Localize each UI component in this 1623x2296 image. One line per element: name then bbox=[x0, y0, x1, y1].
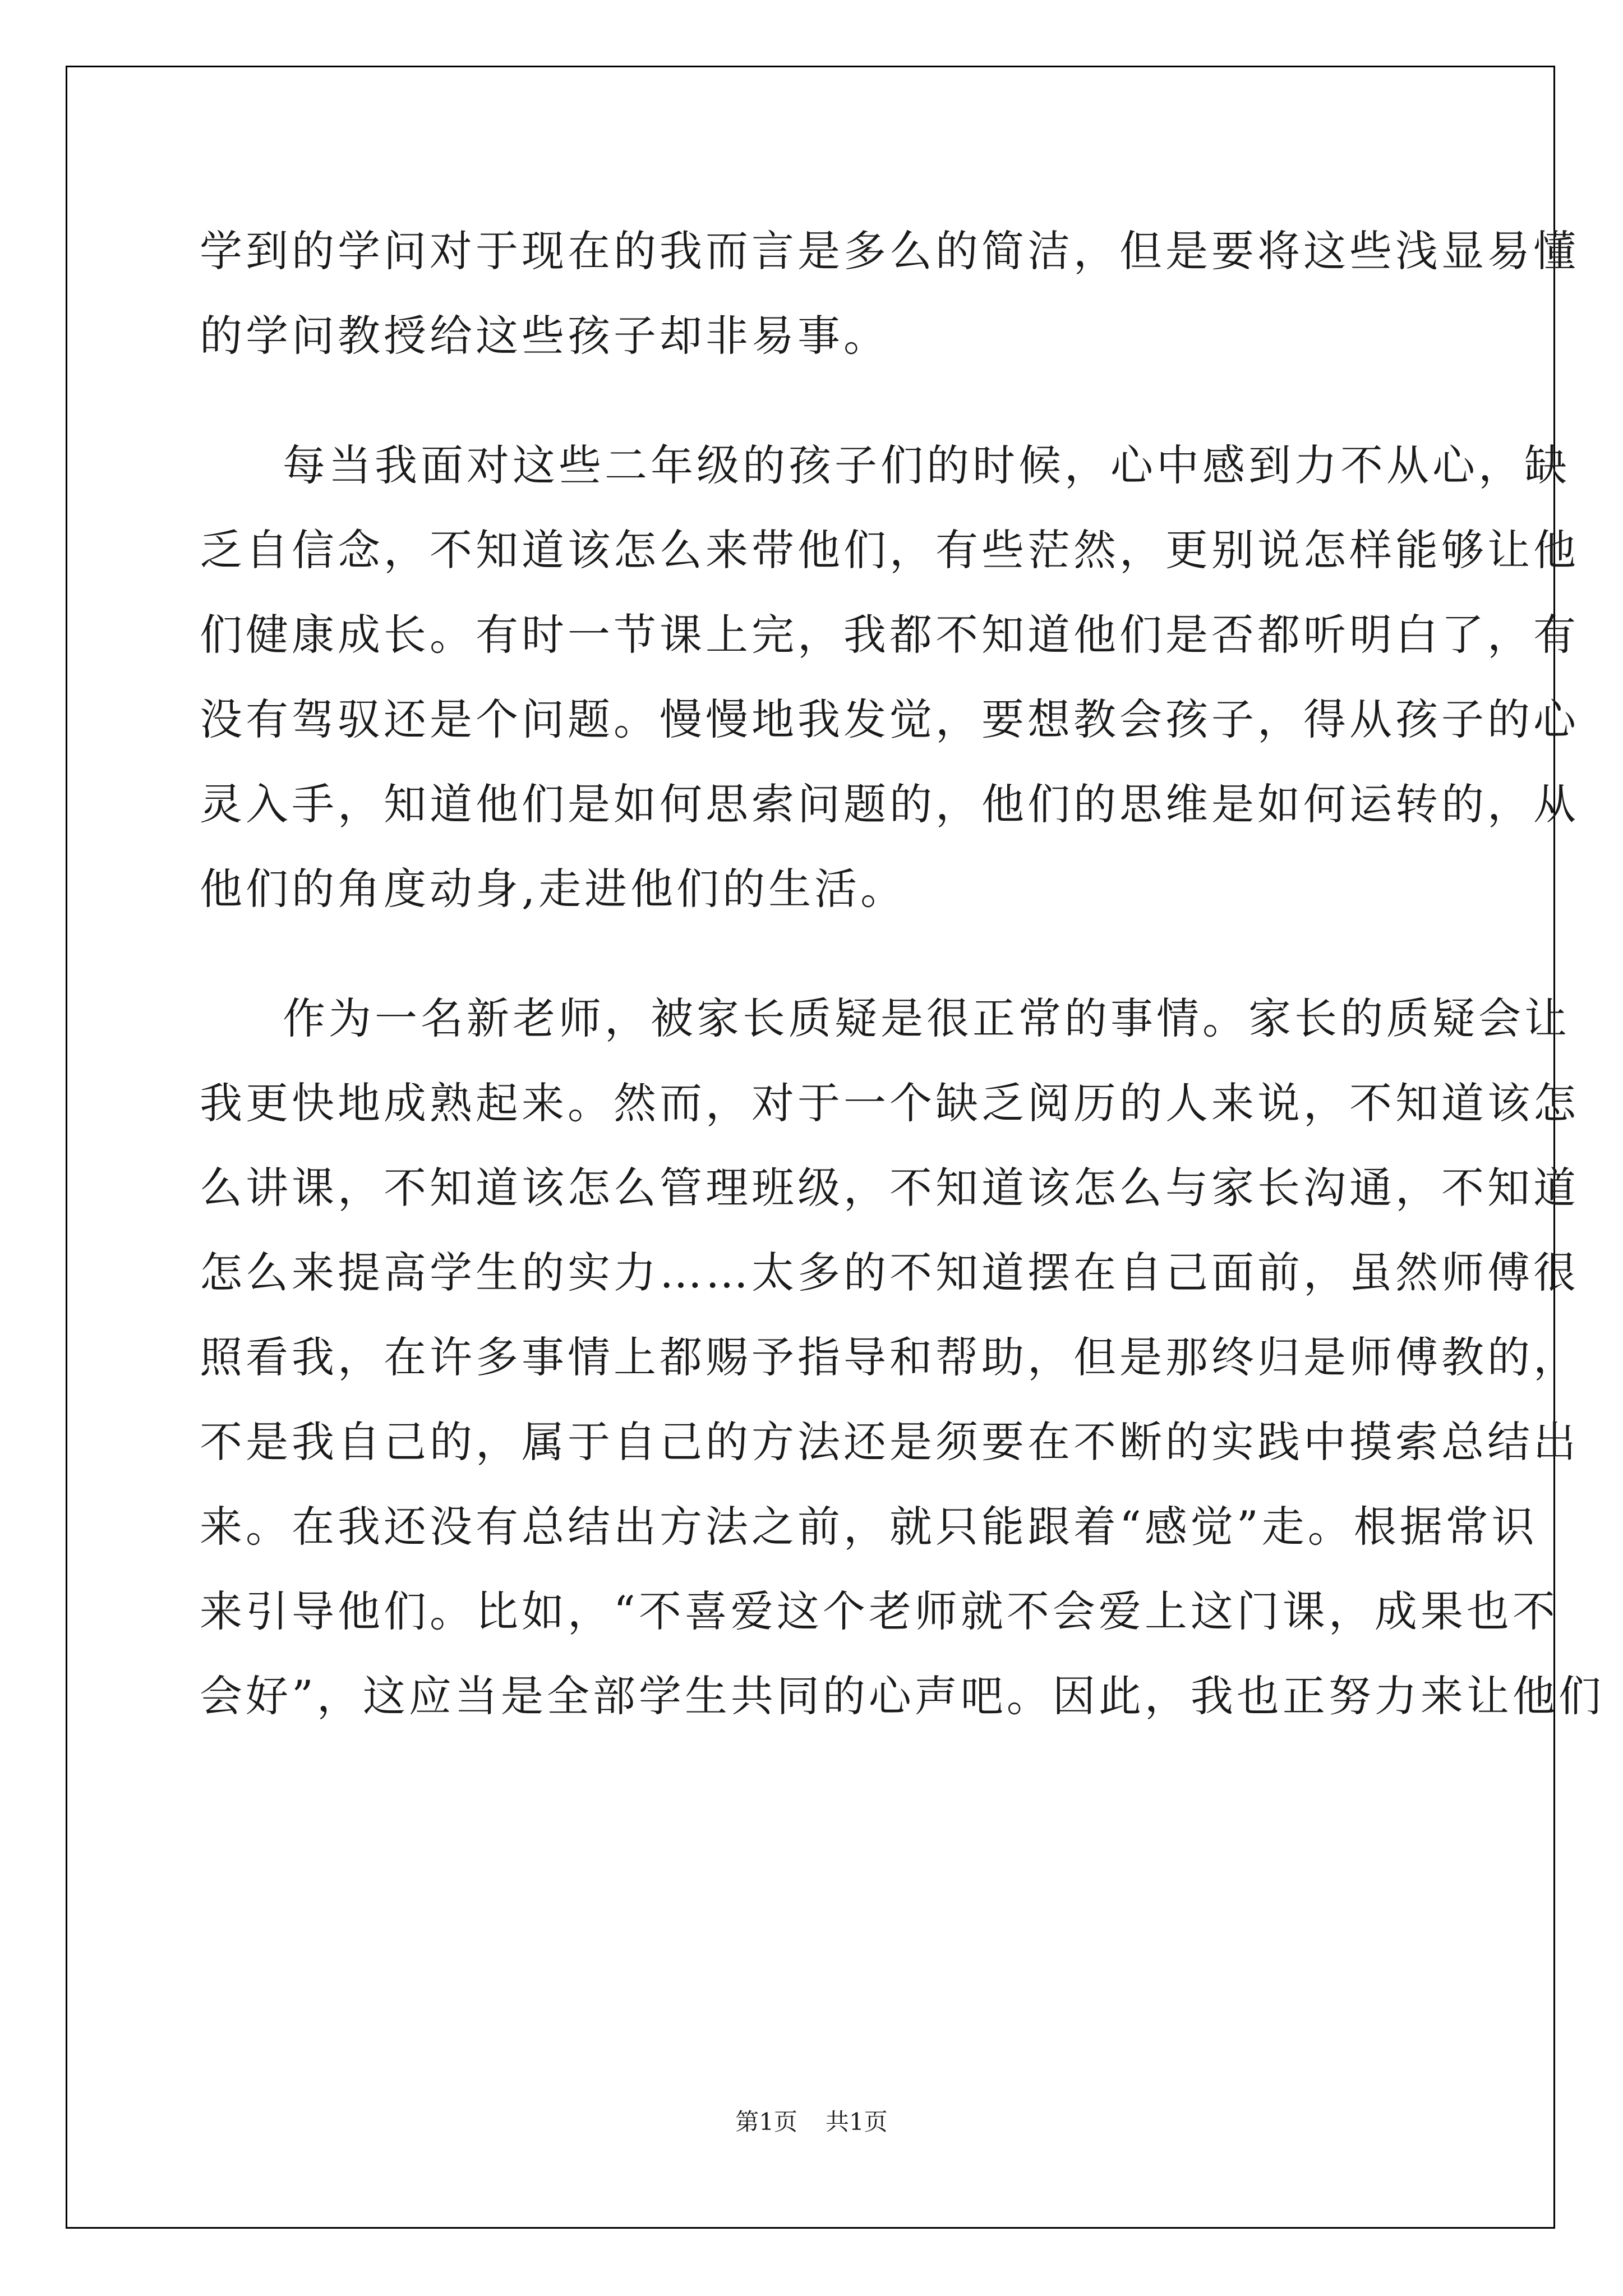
text-line: 来。在我还没有总结出方法之前，就只能跟着“感觉”走。根据常识 bbox=[200, 1502, 1538, 1552]
text-line: 学到的学问对于现在的我而言是多么的简洁，但是要将这些浅显易懂 bbox=[200, 226, 1579, 276]
text-line: 每当我面对这些二年级的孩子们的时候，心中感到力不从心，缺 bbox=[283, 440, 1570, 490]
page-footer bbox=[0, 2104, 1623, 2137]
text-line: 灵入手，知道他们是如何思索问题的，他们的思维是如何运转的，从 bbox=[200, 779, 1579, 829]
page-number-total: 共1页 bbox=[826, 2108, 888, 2136]
text-line: 我更快地成熟起来。然而，对于一个缺乏阅历的人来说，不知道该怎 bbox=[200, 1078, 1579, 1128]
text-line: 他们的角度动身,走进他们的生活。 bbox=[200, 864, 907, 914]
paragraph-3 bbox=[200, 976, 1604, 1738]
text-line: 没有驾驭还是个问题。慢慢地我发觉，要想教会孩子，得从孩子的心 bbox=[200, 694, 1579, 744]
text-line: 怎么来提高学生的实力……太多的不知道摆在自己面前，虽然师傅很 bbox=[200, 1248, 1579, 1297]
text-line: 不是我自己的，属于自己的方法还是须要在不断的实践中摸索总结出 bbox=[200, 1417, 1579, 1467]
text-line: 照看我，在许多事情上都赐予指导和帮助，但是那终归是师傅教的， bbox=[200, 1332, 1579, 1382]
text-line: 的学问教授给这些孩子却非易事。 bbox=[200, 311, 889, 361]
page-number-current: 第1页 bbox=[735, 2108, 797, 2136]
text-line: 来引导他们。比如，“不喜爱这个老师就不会爱上这门课，成果也不 bbox=[200, 1586, 1559, 1636]
text-line: 乏自信念，不知道该怎么来带他们，有些茫然，更别说怎样能够让他 bbox=[200, 525, 1579, 575]
document-body bbox=[200, 209, 1604, 1738]
text-line: 么讲课，不知道该怎么管理班级，不知道该怎么与家长沟通，不知道 bbox=[200, 1163, 1579, 1213]
text-line: 会好”，这应当是全部学生共同的心声吧。因此，我也正努力来让他们 bbox=[200, 1671, 1604, 1721]
paragraph-2 bbox=[200, 423, 1579, 931]
text-line: 作为一名新老师，被家长质疑是很正常的事情。家长的质疑会让 bbox=[283, 993, 1570, 1043]
paragraph-1 bbox=[200, 209, 1579, 378]
text-line: 们健康成长。有时一节课上完，我都不知道他们是否都听明白了，有 bbox=[200, 610, 1579, 660]
